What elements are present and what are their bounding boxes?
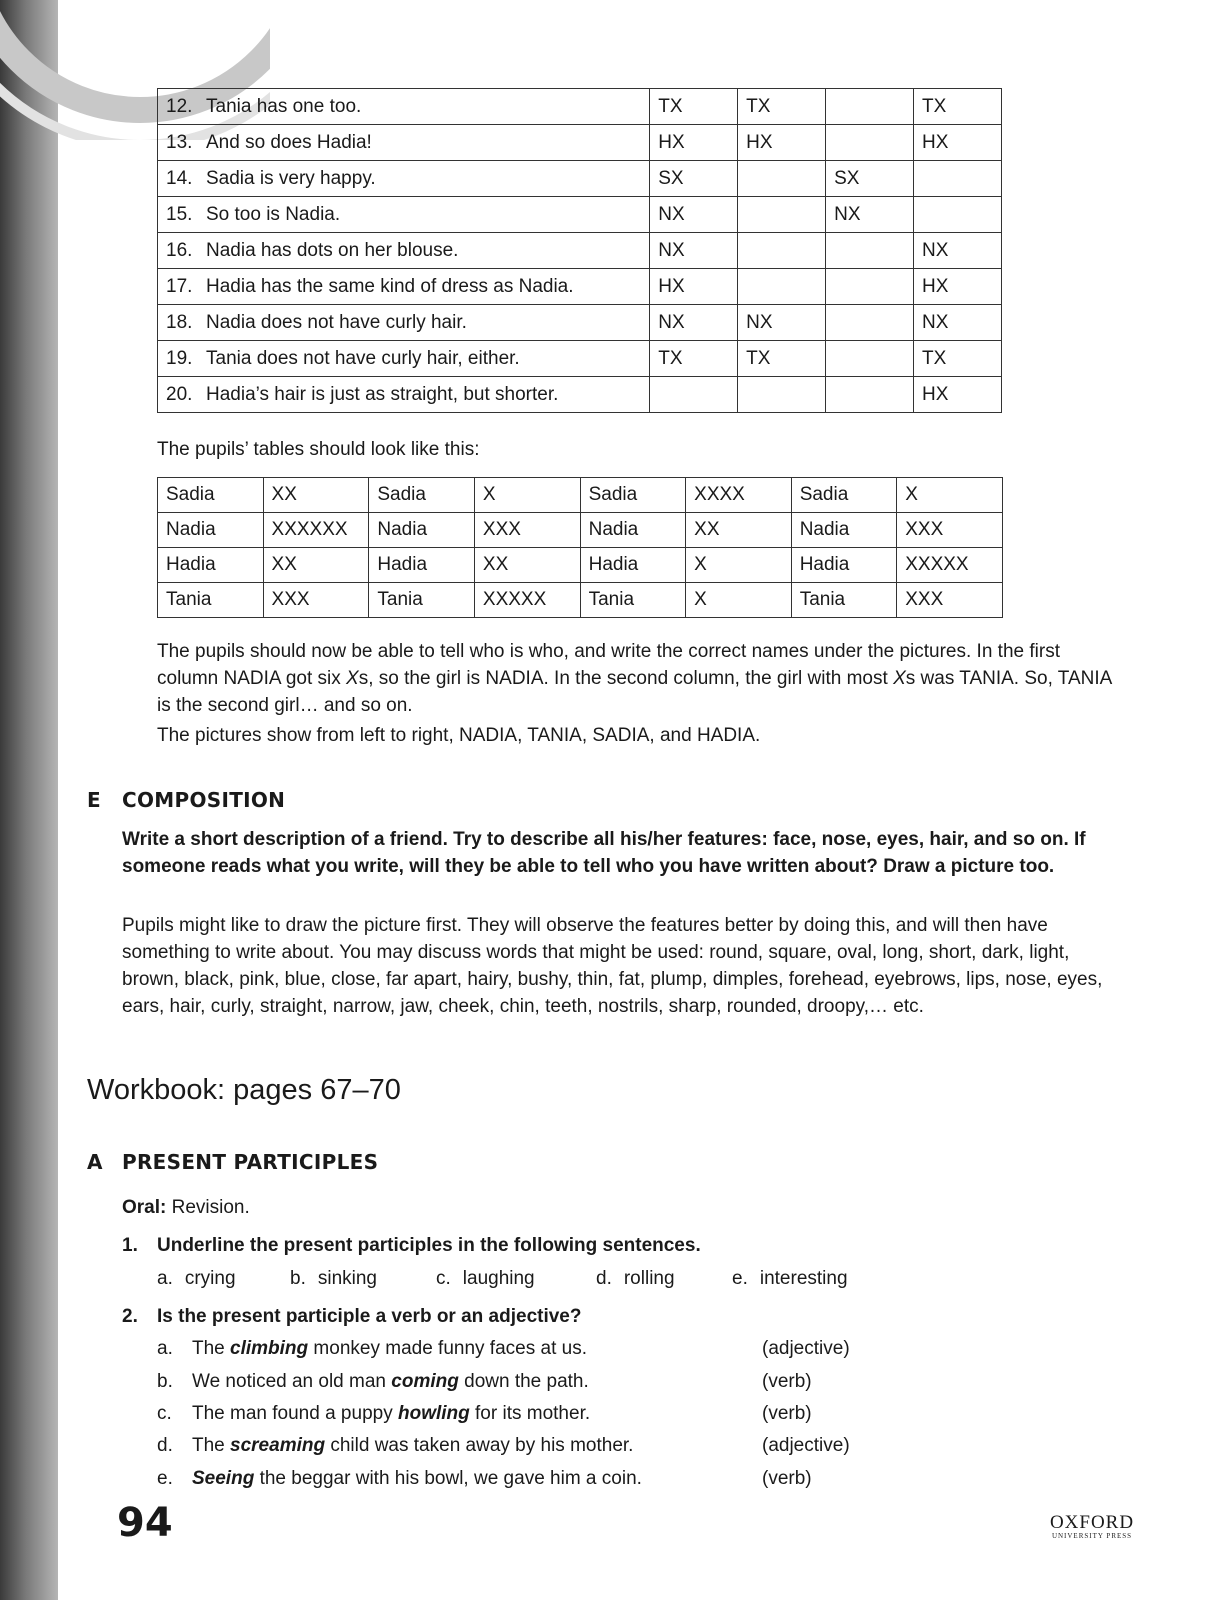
list-item: c. laughing bbox=[436, 1268, 535, 1289]
table-row: Hadia XX Hadia XX Hadia X Hadia XXXXX bbox=[158, 548, 1003, 583]
question-text: Is the present participle a verb or an adjective? bbox=[157, 1306, 582, 1327]
list-item: d. rolling bbox=[596, 1268, 675, 1289]
list-item: b. We noticed an old man coming down the path. bbox=[157, 1371, 589, 1392]
list-item: e. interesting bbox=[732, 1268, 848, 1289]
pictures-answer: The pictures show from left to right, NADIA, TANIA, SADIA, and HADIA. bbox=[157, 725, 761, 746]
publisher-logo bbox=[1047, 1513, 1137, 1540]
list-item: b. sinking bbox=[290, 1268, 378, 1289]
section-letter: E bbox=[87, 788, 101, 812]
answer-label: (adjective) bbox=[762, 1435, 850, 1456]
publisher-subtitle: UNIVERSITY PRESS bbox=[1051, 1532, 1133, 1540]
table-row: 19. Tania does not have curly hair, either. TX TX TX bbox=[158, 341, 1002, 377]
table-row: 12. Tania has one too. TX TX TX bbox=[158, 89, 1002, 125]
table-row: Sadia XX Sadia X Sadia XXXX Sadia X bbox=[158, 478, 1003, 513]
tables-intro: The pupils’ tables should look like this: bbox=[157, 439, 480, 460]
section-title: PRESENT PARTICIPLES bbox=[122, 1150, 379, 1174]
table-row: Tania XXX Tania XXXXX Tania X Tania XXX bbox=[158, 583, 1003, 618]
composition-notes: Pupils might like to draw the picture first. They will observe the features better by doing this, and will then have something to write about. You may discuss words that might be used: round, square, oval, long, short, dark, light, brown, black, pink, blue, close, far apart, hairy, bushy, thin, fat, plump, dimples, forehead, eyebrows, lips, nose, eyes, ears, hair, curly, straight, narrow, jaw, cheek, chin, teeth, nostrils, sharp, rounded, droopy,… etc. bbox=[122, 915, 1103, 1017]
list-item: c. The man found a puppy howling for its mother. bbox=[157, 1403, 591, 1424]
list-item: a. crying bbox=[157, 1268, 236, 1289]
table-row: Nadia XXXXXX Nadia XXX Nadia XX Nadia XXX bbox=[158, 513, 1003, 548]
list-item: a. The climbing monkey made funny faces at us. bbox=[157, 1338, 587, 1359]
section-letter: A bbox=[87, 1150, 103, 1174]
answer-label: (verb) bbox=[762, 1468, 812, 1489]
explanation-paragraph: The pupils should now be able to tell who is who, and write the correct names under the pictures. In the first column NADIA got six Xs, so the girl is NADIA. In the second column, the girl with most Xs was TANIA. So, TANIA is the second girl… and so on. bbox=[157, 641, 1112, 716]
answer-label: (adjective) bbox=[762, 1338, 850, 1359]
page-number: 94 bbox=[117, 1500, 173, 1546]
answer-table bbox=[157, 88, 1002, 413]
table-row: 18. Nadia does not have curly hair. NX NX NX bbox=[158, 305, 1002, 341]
question-text: Underline the present participles in the following sentences. bbox=[157, 1235, 701, 1256]
answer-label: (verb) bbox=[762, 1403, 812, 1424]
answer-label: (verb) bbox=[762, 1371, 812, 1392]
workbook-heading: Workbook: pages 67–70 bbox=[87, 1074, 401, 1106]
table-row: 20. Hadia’s hair is just as straight, but shorter. HX bbox=[158, 377, 1002, 413]
question-number: 1. bbox=[122, 1235, 138, 1256]
oral-line: Oral: Revision. bbox=[122, 1197, 250, 1218]
table-row: 17. Hadia has the same kind of dress as Nadia. HX HX bbox=[158, 269, 1002, 305]
table-row: 16. Nadia has dots on her blouse. NX NX bbox=[158, 233, 1002, 269]
table-row: 14. Sadia is very happy. SX SX bbox=[158, 161, 1002, 197]
table-row: 13. And so does Hadia! HX HX HX bbox=[158, 125, 1002, 161]
publisher-name: OXFORD bbox=[1049, 1512, 1135, 1533]
pupil-table bbox=[157, 477, 1003, 618]
list-item: e. Seeing the beggar with his bowl, we gave him a coin. bbox=[157, 1468, 642, 1489]
question-number: 2. bbox=[122, 1306, 138, 1327]
section-title: COMPOSITION bbox=[122, 788, 286, 812]
composition-task: Write a short description of a friend. Try to describe all his/her features: face, nose, eyes, hair, and so on. If someone reads what you write, will they be able to tell who you have written about? Draw a picture too. bbox=[122, 829, 1086, 877]
table-row: 15. So too is Nadia. NX NX bbox=[158, 197, 1002, 233]
list-item: d. The screaming child was taken away by his mother. bbox=[157, 1435, 634, 1456]
